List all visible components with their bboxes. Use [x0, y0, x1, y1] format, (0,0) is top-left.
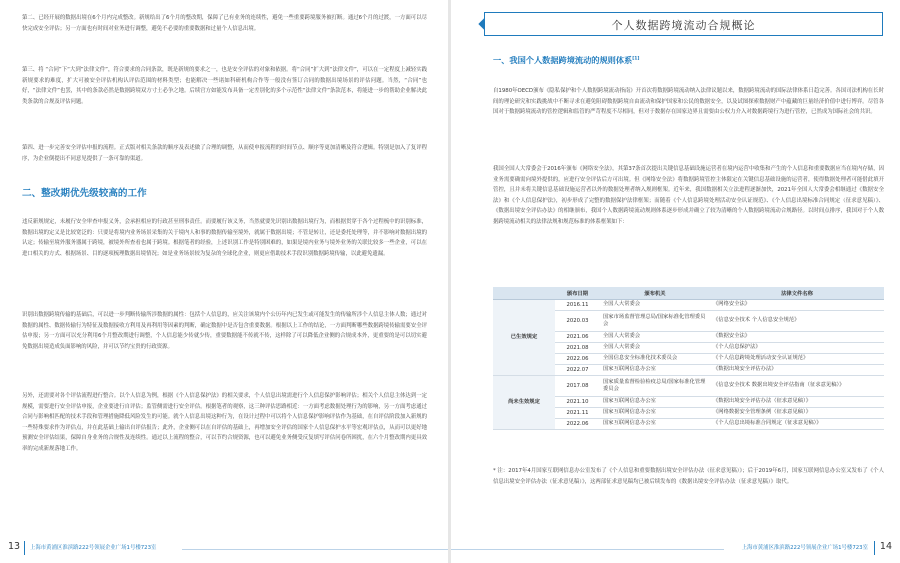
org-cell: 全国人大常委会	[600, 331, 710, 342]
footer-divider	[874, 541, 875, 555]
law-table	[493, 287, 884, 430]
footer-rule	[451, 549, 724, 550]
org-cell: 全国人大常委会	[600, 299, 710, 310]
org-cell: 国家互联网信息办公室	[600, 364, 710, 375]
right-paragraph-2: 我国全国人大常委会于2016年颁布《网络安全法》，其第37条首次提出关键信息基础设施运营者在境内运营中收集和产生的个人信息和重要数据应当在境内存储，因业务需要确需向境外提供的，应进行安全评估后方可出境。但《网络安全法》将数据跨境管控主体限定在关键信息基础设施的运营者，使得数据处理者可能借此填开管控，且并未将关键信息基础设施运营者以外的数据处理者纳入规则框架。近年来，我国数据相关立法进程逐渐加快，2021年全国人大常委会相继通过《数据安全法》和《个人信息保护法》，初步形成了完整的数据保护法律框架；而随着《个人信息跨境处理活动安全认证规范》、《个人信息出境标准合同规定（征求意见稿）》、《数据出境安全评估办法》的相继颁布，我国个人数据跨境流动规则体系逐步形成并确立了较为清晰的个人数据跨境流动合规路径。以时间点排序，我国对于个人数据跨境流动相关的法律法规和规范标准的体系框架如下：	[493, 166, 884, 225]
table-row	[493, 299, 884, 310]
right-section-heading-text: 一、我国个人数据跨境流动的规则体系	[493, 55, 633, 65]
org-cell: 国家市场监督管理总局/国家标准化管理委员会	[600, 310, 710, 331]
date-cell: 2020.03	[555, 310, 600, 331]
title-box	[484, 12, 883, 36]
org-cell: 国家质量监督检验检疫总局/国家标准化管理委员会	[600, 375, 710, 396]
table-header-org: 颁布机关	[600, 287, 710, 299]
category-cell: 已生效规定	[493, 299, 555, 375]
page-title: 个人数据跨境流动合规概论	[611, 19, 756, 32]
org-cell: 全国人大常委会	[600, 342, 710, 353]
left-paragraph-2: 第三、将 “合同”下“大到”法律文件”，符合要求的合同条款，既是新规的要求之一，也是安全评估的对象和依据。将“合同”扩大到“法律文件”，可以在一定程度上减轻实践新规要求的难度，扩大可被安全评估机构认评估范围的材料类型；也能解决一些诸如科研机构合作等一般没有签订合同的数据出境场景的评估问题。当然，“合同”也好，“法律文件”也罢，其中的条款必然是数据跨境双方寸土必争之地。后续官方如能发布具备一定差别化的多个示范性“法律文件”条款范本，将能进一步的帮助企业解决此类条款的合规及评估问题。	[22, 67, 427, 105]
right-paragraph-1: 自1980年OECD颁布《隐私保护和个人数据跨境流动指南》开首次将数据跨境流动纳入法律议题以来，数据跨境流动的国际法律体系日趋完善。各国司法机构在长时间的理论研究和实践挑战中不断寻求在避免阻碍数据跨境自由流动和保护国家和公民的数据安全，以及试图探索数据财产中蕴藏的巨量经济价值中进行博弈。尽管各国对于数据跨境流动的管控逻辑和监管的严苛程度不尽相同，但对于数据存在国家边界且需要由公权力介入对数据跨境行为进行管控，已然成为国际社会的共识。	[493, 88, 884, 116]
left-paragraph-3: 第四、进一步完善安全评估申报的流程。正式版对相关条款的顺序及表述做了合理的调整，从而使申报流程的时间节点、顺序等更加清晰及符合逻辑。特别是加入了复评程序，为企业倒提出不同意见提供了一条可靠的渠道。	[22, 145, 427, 162]
org-cell: 全国信息安全标准化技术委员会	[600, 353, 710, 364]
footer-divider	[24, 541, 25, 555]
law-cell: 《网络安全法》	[710, 299, 884, 310]
org-cell: 国家互联网信息办公室	[600, 407, 710, 418]
date-cell: 2017.08	[555, 375, 600, 396]
date-cell: 2021.08	[555, 342, 600, 353]
footer-address-left: 上海市黄浦区淮滨路222号领展企业广场1号楼723室	[30, 545, 157, 551]
table-header-date: 颁布日期	[555, 287, 600, 299]
law-cell: 《个人信息跨境处理活动安全认证规范》	[710, 353, 884, 364]
page-number-right: 14	[879, 541, 892, 552]
table-header-category	[493, 287, 555, 299]
left-paragraph-1: 第二、已经开展的数据出境在6个月内完成整改。新规给出了6个月的整改期，保障了已有业务的连续性，避免一些重要跨境服务被打断。通过6个月的过渡，一方面可以尽快完成安全评估；另一方面也有时间对业务进行调整，避免不必要的重要数据和过量个人信息出境。	[22, 15, 427, 32]
date-cell: 2021.11	[555, 407, 600, 418]
left-paragraph-6: 另外，还需要对各个评估流程进行整合。以个人信息为例，根据《个人信息保护法》的相关要求，个人信息出境需进行个人信息保护影响评估；相关个人信息主体达到一定规模，需要进行安全评估申报，企业要进行自评估；监管侧需进行安全评估。根据笔者的观察，这三种评估思路相近：一方面考虑数据处理行为的影响，另一方面考虑通过合同与影响相匹配的技术手段和管理措施降低风险发生的可能。就个人信息出境这种行为，在设计过程中可以将个人信息保护影响评估作为基础，在自评估阶段加入新规的一些特殊要求作为评估点，并在此基础上输出自评估报告；此外，企业侧可以在自评估的基础上，再增加安全评估的国家个人信息保护水平等宏观评估点，从而可以更好地预测安全评估结果，保障自身业务的合规性及连续性。通过以上流程的整合，可以节约合规资源，也可以避免业务侧受反复填写评估问卷所困扰，在六个月整改期内更具效率的完成新规落地工作。	[22, 393, 427, 452]
left-paragraph-4: 违反新规规定，未履行安全审查申报义务，会承担相应的行政甚至刑事责任。而要履行该义务，当然就要先识别出数据出境行为，而根据贯穿于各个过程梳中的识别标准，数据出境的定义是比较宽泛的：只要是将境内业务场景采集的关于境内人和事的数据传输至境外，就属于数据出境；不管是转让，还是委托处理等，并不影响对数据出境的认定；传输至境外服务器属于跨境，被境外所查看也属于跨境。根据笔者的经验，上述识别工作是特别困难的，如果是境内业务与境外业务的关联比较多一些企业，可以在进口相关的方式、根据场景、目的逐项梳理数据出境情况；如是业务场景较为复杂的全球化企业，则更应借助技术手段识别数据跨境传输，以此避免遗漏。	[22, 219, 427, 257]
law-cell: 《数据出境安全评估办法（征求意见稿）》	[710, 396, 884, 407]
table-row	[493, 375, 884, 396]
page-number-left: 13	[8, 541, 21, 552]
org-cell: 国家互联网信息办公室	[600, 396, 710, 407]
date-cell: 2021.10	[555, 396, 600, 407]
law-cell: 《数据安全法》	[710, 331, 884, 342]
date-cell: 2022.07	[555, 364, 600, 375]
right-footer	[451, 541, 900, 558]
law-cell: 《信息安全技术 个人信息安全规范》	[710, 310, 884, 331]
left-page	[0, 0, 448, 563]
org-cell: 国家互联网信息办公室	[600, 418, 710, 429]
left-section-heading: 二、整改期优先级较高的工作	[22, 188, 147, 199]
footnote-ref[interactable]: [1]	[632, 56, 640, 62]
law-cell: 《信息安全技术 数据出境安全评估指南（征求意见稿）》	[710, 375, 884, 396]
date-cell: 2021.06	[555, 331, 600, 342]
table-header-law: 法律文件名称	[710, 287, 884, 299]
right-page	[451, 0, 900, 563]
law-cell: 《数据出境安全评估办法》	[710, 364, 884, 375]
left-paragraph-5: 识别出数据跨境传输的基础后，可以进一步判断传输所涉数据的属性：包括个人信息的，应关注该境内个公历年内已发生或可能发生的传输所涉个人信息主体人数；通过对数据的属性、数据传输行为特征及数据接收方利用及再利用等因素的判断，确定数据中是否包含重要数据。根据以上工作的结论，一方面判断哪些数据跨境传输需要安全评估申报；另一方面可以充分利用6个月整改期进行调整，个人信息能少传就少传，重要数据能不传就不传，这样除了可以降低企业侧的合规成本外，更重要的是可以切实避免数据出境造成负面影响的风险，并可以节约宝贵的行政资源。	[22, 312, 427, 350]
category-cell: 尚未生效规定	[493, 375, 555, 429]
right-section-heading	[493, 55, 639, 66]
date-cell: 2022.06	[555, 353, 600, 364]
left-footer	[0, 541, 448, 558]
law-cell: 《网络数据安全管理条例（征求意见稿）》	[710, 407, 884, 418]
law-cell: 《个人信息保护法》	[710, 342, 884, 353]
date-cell: 2022.06	[555, 418, 600, 429]
footer-rule	[182, 549, 448, 550]
law-cell: 《个人信息出境标准合同规定（征求意见稿）》	[710, 418, 884, 429]
date-cell: 2016.11	[555, 299, 600, 310]
footer-address-right: 上海市黄浦区淮滨路222号领展企业广场1号楼723室	[741, 545, 868, 551]
table-header-row	[493, 287, 884, 299]
table-footnote: * 注：2017年4月国家互联网信息办公室发布了《个人信息和重要数据出境安全评估办法（征求意见稿）》；后于2019年6月，国家互联网信息办公室又发布了《个人信息出境安全评估办法（征求意见稿）》，这两部征求意见稿均已被后续发布的《数据出境安全评估办法（征求意见稿）》取代。	[493, 468, 884, 485]
